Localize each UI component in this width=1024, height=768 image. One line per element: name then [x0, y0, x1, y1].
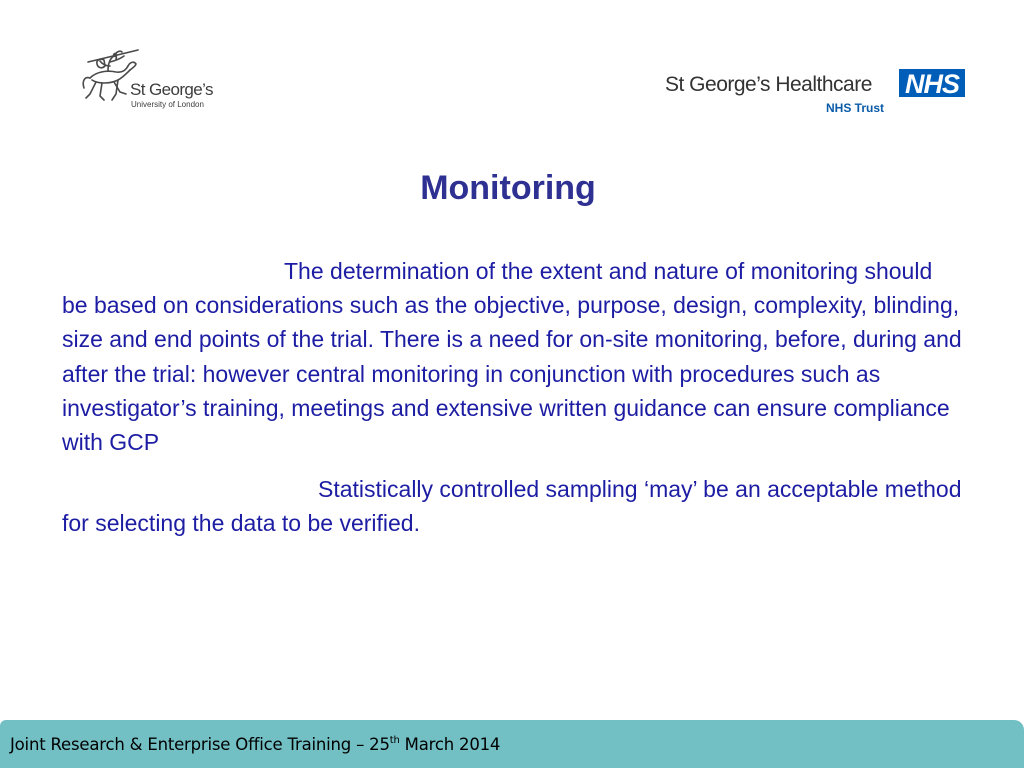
nhs-trust-label: NHS Trust [826, 101, 885, 115]
footer-text-date: March 2014 [399, 735, 501, 754]
slide-body [62, 254, 962, 541]
nhs-logo [899, 69, 965, 97]
footer-superscript: th [389, 735, 400, 746]
footer-text [10, 734, 500, 756]
nhs-badge-text: NHS [904, 69, 960, 97]
body-paragraph-monitoring-extent: The determination of the extent and nature of monitoring should be based on considerations such as the objective, purpose, design, complexity, blinding, size and end points of the trial. There is a need for on-site monitoring, before, during and after the trial: however central monitoring in conjunction with procedures such as investigator’s training, meetings and extensive written guidance can ensure compliance with GCP [62, 258, 962, 456]
healthcare-name: St George’s Healthcare [665, 73, 872, 96]
st-georges-university-logo [80, 44, 230, 120]
university-name: St George’s [130, 80, 213, 99]
footer-text-main: Joint Research & Enterprise Office Training – 25 [10, 735, 390, 754]
body-paragraph-sampling: Statistically controlled sampling ‘may’ be an acceptable method for selecting the data to be verified. [62, 476, 962, 537]
st-georges-healthcare-logo [660, 66, 970, 122]
university-subtitle: University of London [131, 100, 204, 109]
slide-title: Monitoring [420, 169, 596, 207]
footer-bar [0, 720, 1024, 768]
